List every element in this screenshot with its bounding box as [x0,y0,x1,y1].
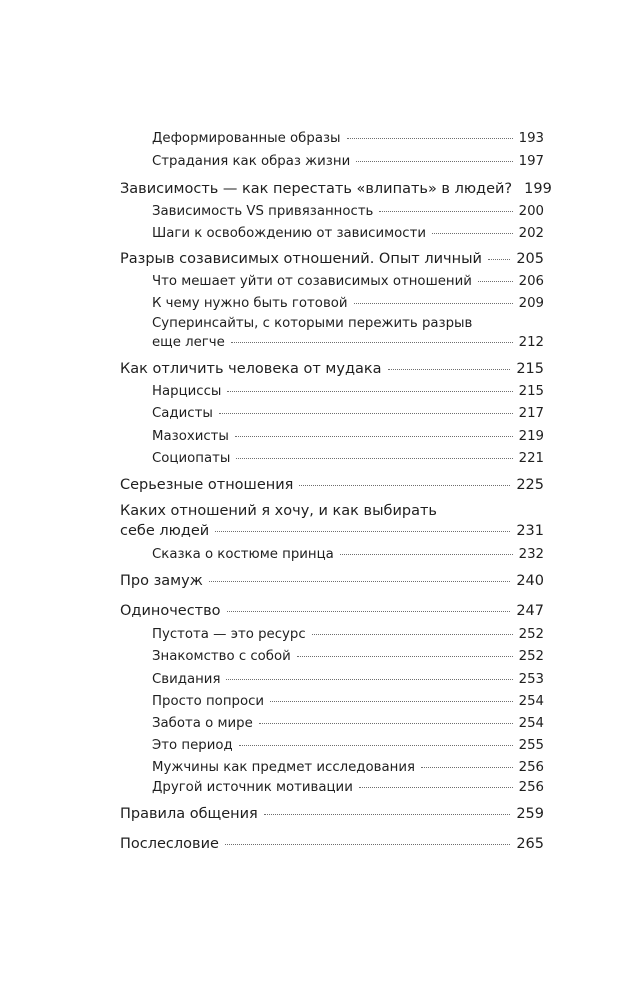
dot-leader [239,745,513,746]
toc-entry [120,477,544,493]
toc-entry [152,131,544,146]
toc-entry-page: 256 [518,760,544,775]
dot-leader [231,342,513,343]
toc-entry-title: Зависимость — как перестать «влипать» в людей? [120,181,513,197]
toc-entry-title: Забота о мире [152,716,253,731]
dot-leader [219,413,513,414]
toc-entry-title: Правила общения [120,806,258,822]
toc-entry-page: 209 [518,296,544,311]
toc-entry [152,226,544,241]
toc-entry-title-line1: Суперинсайты, с которыми пережить разрыв [152,316,473,331]
toc-entry-page: 265 [516,836,544,852]
toc-entry-page: 254 [518,694,544,709]
dot-leader [209,581,511,582]
dot-leader [347,138,513,139]
toc-entry-page: 253 [518,672,544,687]
toc-entry [152,384,544,399]
toc-entry [152,451,544,466]
toc-entry [152,649,544,664]
toc-entry-page: 193 [518,131,544,146]
toc-entry-title: Нарциссы [152,384,222,399]
toc-entry-page: 240 [516,573,544,589]
toc-entry [120,361,544,377]
toc-entry [152,154,544,169]
toc-entry-page: 231 [516,523,544,539]
toc-entry-page: 219 [518,429,544,444]
toc-entry-page: 247 [516,603,544,619]
toc-entry-page: 215 [518,384,544,399]
dot-leader [226,679,512,680]
toc-entry-title-line1: Каких отношений я хочу, и как выбирать [120,503,437,519]
toc-entry [152,429,544,444]
toc-entry-title: Социопаты [152,451,231,466]
dot-leader [340,554,513,555]
dot-leader [259,723,513,724]
toc-entry-title: Садисты [152,406,213,421]
dot-leader [264,814,511,815]
toc-entry-page: 199 [524,181,552,197]
toc-entry-title: Про замуж [120,573,203,589]
toc-entry-page: 225 [516,477,544,493]
dot-leader [227,611,511,612]
toc-entry [152,296,544,311]
toc-entry [152,547,544,562]
toc-entry-page: 256 [518,780,544,795]
dot-leader [312,634,513,635]
toc-entry [152,204,544,219]
toc-entry-title: Страдания как образ жизни [152,154,351,169]
toc-entry-title: Знакомство с собой [152,649,291,664]
toc-entry-title: Как отличить человека от мудака [120,361,382,377]
toc-entry [120,603,544,619]
dot-leader [421,767,513,768]
toc-entry-page: 255 [518,738,544,753]
toc-entry [120,836,544,852]
toc-entry-title: Зависимость VS привязанность [152,204,374,219]
dot-leader [432,233,513,234]
toc-entry-title: Мужчины как предмет исследования [152,760,415,775]
toc-entry-title: Одиночество [120,603,221,619]
toc-entry [120,806,544,822]
toc-entry-page: 232 [518,547,544,562]
toc-entry-title: еще легче [152,335,225,350]
toc-entry-page: 217 [518,406,544,421]
dot-leader [225,844,510,845]
toc-entry [120,573,544,589]
toc-entry-title: Деформированные образы [152,131,341,146]
toc-entry-page: 215 [516,361,544,377]
dot-leader [215,531,510,532]
toc-entry [120,523,544,539]
dot-leader [299,485,510,486]
toc-entry-page: 259 [516,806,544,822]
dot-leader [270,701,513,702]
toc-entry-title: Мазохисты [152,429,229,444]
toc-entry-title: Сказка о костюме принца [152,547,334,562]
toc-entry-page: 212 [518,335,544,350]
toc-entry-page: 254 [518,716,544,731]
toc-entry-title: Послесловие [120,836,219,852]
toc-entry-page: 252 [518,649,544,664]
toc-entry [152,716,544,731]
toc-entry-title: К чему нужно быть готовой [152,296,348,311]
toc-entry-title: Свидания [152,672,221,687]
toc-entry [152,627,544,642]
dot-leader [356,161,512,162]
toc-entry-page: 205 [516,251,544,267]
toc-entry [152,672,544,687]
dot-leader [488,259,510,260]
dot-leader [235,436,513,437]
toc-entry-page: 252 [518,627,544,642]
dot-leader [359,787,513,788]
toc-entry-page: 202 [518,226,544,241]
toc-entry [152,335,544,350]
toc-entry [152,760,544,775]
toc-entry-title: Серьезные отношения [120,477,294,493]
toc-entry-title: Просто попроси [152,694,265,709]
dot-leader [478,281,513,282]
dot-leader [227,391,512,392]
dot-leader [388,369,511,370]
toc-entry-title: Разрыв созависимых отношений. Опыт личный [120,251,482,267]
toc-entry-page: 197 [518,154,544,169]
dot-leader [354,303,513,304]
toc-entry-title: Это период [152,738,233,753]
toc-entry [152,274,544,289]
toc-entry-title: Другой источник мотивации [152,780,353,795]
toc-entry-title: Что мешает уйти от созависимых отношений [152,274,472,289]
toc-entry [152,780,544,795]
toc-entry [152,738,544,753]
toc-entry-title: Пустота — это ресурс [152,627,306,642]
toc-entry-page: 206 [518,274,544,289]
toc-entry-title: Шаги к освобождению от зависимости [152,226,426,241]
toc-entry-page: 221 [518,451,544,466]
toc-entry [152,406,544,421]
toc-entry-title: себе людей [120,523,210,539]
toc-entry [120,181,552,197]
toc-entry-page: 200 [518,204,544,219]
dot-leader [297,656,513,657]
toc-entry [120,251,544,267]
dot-leader [379,211,512,212]
toc-entry [152,694,544,709]
dot-leader [236,458,512,459]
